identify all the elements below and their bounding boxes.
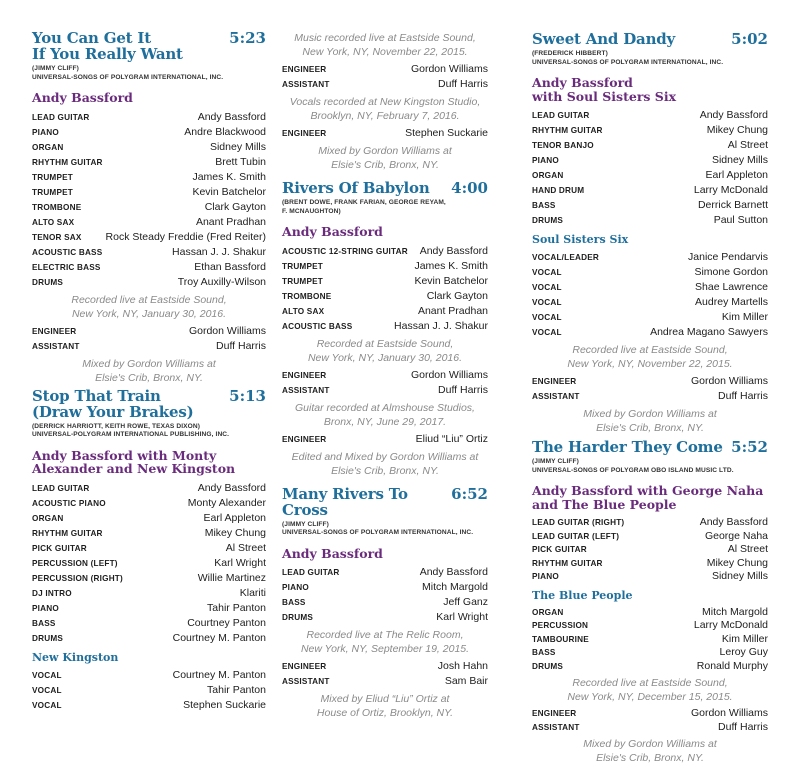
songwriter-credit: (BRENT DOWE, FRANK FARIAN, GEORGE REYAM, F. MCNAUGHTON) (282, 199, 446, 215)
subgroup-heading: New Kingston (32, 650, 119, 664)
track-header (532, 439, 768, 455)
track-duration: 4:00 (451, 179, 488, 197)
personnel-list (282, 565, 488, 625)
credit-row: ENGINEER Gordon Williams (282, 368, 488, 381)
credit-row: PIANO Sidney Mills (532, 154, 768, 166)
credit-row: ASSISTANT Duff Harris (282, 78, 488, 90)
credit-row: ACOUSTIC BASS Hassan J. J. Shakur (282, 319, 488, 332)
personnel-list (532, 108, 768, 228)
engineer-list (32, 324, 266, 354)
credit-row: PERCUSSION (LEFT) Karl Wright (32, 556, 266, 569)
songwriter-credit: (JIMMY CLIFF) UNIVERSAL-SONGS OF POLYGRAM OBO ISLAND MUSIC LTD. (532, 458, 734, 474)
songwriter-credit: (JIMMY CLIFF) UNIVERSAL-SONGS OF POLYGRAM INTERNATIONAL, INC. (32, 65, 224, 81)
credit-row: RHYTHM GUITAR Mikey Chung (32, 526, 266, 539)
track-title: Stop That Train (Draw Your Brakes) (32, 386, 194, 421)
credit-row: ALTO SAX Anant Pradhan (282, 304, 488, 317)
column-middle (282, 31, 488, 723)
credit-row: ENGINEER Eliud “Liu” Ortiz (282, 432, 488, 445)
band-list (532, 606, 768, 674)
credit-row: DRUMS Troy Auxilly-Wilson (32, 275, 266, 288)
credit-row: VOCAL Tahir Panton (32, 683, 266, 696)
track-title: Many Rivers To Cross (282, 484, 408, 519)
credit-row: DJ INTRO Klariti (32, 586, 266, 599)
personnel-list (282, 244, 488, 334)
credit-row: VOCAL/LEADER Janice Pendarvis (532, 251, 768, 263)
credit-row: ACOUSTIC 12-STRING GUITAR Andy Bassford (282, 244, 488, 257)
recording-note: Guitar recorded at Almshouse Studios, Bronx, NY, June 29, 2017. (295, 401, 475, 428)
engineer-list (282, 126, 488, 141)
credit-row: DRUMS Paul Sutton (532, 214, 768, 226)
subgroup-heading: The Blue People (532, 588, 633, 602)
credit-row: ENGINEER Gordon Williams (532, 375, 768, 387)
engineer-list (532, 374, 768, 404)
credit-row: VOCAL Shae Lawrence (532, 281, 768, 293)
credit-row: TRUMPET Kevin Batchelor (282, 274, 488, 287)
mixing-note: Edited and Mixed by Gordon Williams at Elsie's Crib, Bronx, NY. (291, 450, 479, 477)
credit-row: ASSISTANT Duff Harris (532, 390, 768, 402)
credit-row: ASSISTANT Duff Harris (532, 720, 768, 733)
credit-row: RHYTHM GUITAR Mikey Chung (532, 124, 768, 136)
credit-row: ORGAN Earl Appleton (532, 169, 768, 181)
credit-row: BASS Jeff Ganz (282, 596, 488, 608)
credit-row: TRUMPET Kevin Batchelor (32, 185, 266, 198)
recording-note: Music recorded live at Eastside Sound, New York, NY, November 22, 2015. (294, 32, 476, 58)
credit-row: TROMBONE Clark Gayton (282, 289, 488, 302)
credit-row: ENGINEER Stephen Suckarie (282, 127, 488, 139)
songwriter-credit: (JIMMY CLIFF) UNIVERSAL-SONGS OF POLYGRAM INTERNATIONAL, INC. (282, 520, 474, 536)
credit-row: PERCUSSION (RIGHT) Willie Martinez (32, 571, 266, 584)
credit-row: ELECTRIC BASS Ethan Bassford (32, 260, 266, 273)
track-duration: 5:23 (229, 29, 266, 47)
credit-row: LEAD GUITAR (LEFT) George Naha (532, 529, 768, 542)
credit-row: PIANO Tahir Panton (32, 601, 266, 614)
recording-note: Recorded at Eastside Sound, New York, NY, January 30, 2016. (307, 337, 463, 364)
credit-row: LEAD GUITAR Andy Bassford (32, 481, 266, 494)
engineer-list (532, 707, 768, 734)
songwriter-credit: (DERRICK HARRIOTT, KEITH ROWE, TEXAS DIXON) UNIVERSAL-POLYGRAM INTERNATIONAL PUBLISHING, INC. (32, 422, 230, 438)
credit-row: LEAD GUITAR Andy Bassford (282, 566, 488, 578)
group-heading: Andy Bassford (282, 545, 383, 561)
credit-row: ORGAN Earl Appleton (32, 511, 266, 524)
mixing-note: Mixed by Gordon Williams at Elsie's Crib, Bronx, NY. (82, 357, 216, 384)
recording-note: Recorded live at Eastside Sound, New York, NY, November 22, 2015. (567, 344, 733, 370)
credit-row: ASSISTANT Duff Harris (32, 339, 266, 352)
track-header (32, 30, 266, 62)
track-title: Rivers Of Babylon (282, 179, 430, 197)
credit-row: PIANO Mitch Margold (282, 581, 488, 593)
personnel-list (532, 516, 768, 584)
group-heading: Andy Bassford (32, 90, 133, 105)
credit-row: TAMBOURINE Kim Miller (532, 632, 768, 645)
mixing-note: Mixed by Gordon Williams at Elsie's Crib, Bronx, NY. (318, 145, 452, 171)
credit-row: VOCAL Courtney M. Panton (32, 668, 266, 681)
track-header (532, 31, 768, 47)
credit-row: ACOUSTIC BASS Hassan J. J. Shakur (32, 245, 266, 258)
credit-row: ALTO SAX Anant Pradhan (32, 215, 266, 228)
track-header (282, 180, 488, 196)
vocal-list (532, 250, 768, 340)
credit-row: ACOUSTIC PIANO Monty Alexander (32, 496, 266, 509)
credit-row: LEAD GUITAR (RIGHT) Andy Bassford (532, 516, 768, 528)
credit-row: TROMBONE Clark Gayton (32, 200, 266, 213)
group-heading: Andy Bassford with Soul Sisters Six (532, 75, 677, 104)
credit-row: BASS Derrick Barnett (532, 199, 768, 211)
credit-row: TRUMPET James K. Smith (32, 170, 266, 183)
credit-row: LEAD GUITAR Andy Bassford (32, 110, 266, 123)
column-left (32, 30, 266, 713)
mixing-note: Mixed by Gordon Williams at Elsie's Crib, Bronx, NY. (583, 738, 717, 764)
credit-row: PERCUSSION Larry McDonald (532, 619, 768, 631)
credit-row: ASSISTANT Duff Harris (282, 383, 488, 396)
vocal-list (32, 668, 266, 713)
credit-row: BASS Courtney Panton (32, 616, 266, 629)
credit-row: VOCAL Kim Miller (532, 311, 768, 323)
credit-row: LEAD GUITAR Andy Bassford (532, 109, 768, 121)
mixing-note: Mixed by Eliud “Liu” Ortiz at House of Ortiz, Brooklyn, NY. (316, 693, 454, 719)
credit-row: VOCAL Simone Gordon (532, 266, 768, 278)
engineer-list (282, 659, 488, 689)
credit-row: RHYTHM GUITAR Mikey Chung (532, 556, 768, 569)
mixing-note: Mixed by Gordon Williams at Elsie's Crib, Bronx, NY. (583, 408, 717, 434)
credit-row: VOCAL Andrea Magano Sawyers (532, 326, 768, 338)
credit-row: DRUMS Ronald Murphy (532, 659, 768, 672)
recording-note: Recorded live at The Relic Room, New York, NY, September 19, 2015. (300, 629, 470, 655)
engineer-list (282, 432, 488, 447)
credit-row: DRUMS Courtney M. Panton (32, 631, 266, 644)
group-heading: Andy Bassford with George Naha and The Blue People (532, 483, 764, 512)
personnel-list (32, 481, 266, 646)
credit-row: PIANO Sidney Mills (532, 570, 768, 582)
credit-row: ASSISTANT Sam Bair (282, 675, 488, 687)
credit-row: PIANO Andre Blackwood (32, 125, 266, 138)
credit-row: ENGINEER Josh Hahn (282, 660, 488, 672)
credit-row: BASS Leroy Guy (532, 646, 768, 658)
personnel-list (32, 110, 266, 290)
credit-row: RHYTHM GUITAR Brett Tubin (32, 155, 266, 168)
engineer-list (282, 62, 488, 92)
track-header (32, 388, 266, 420)
track-duration: 5:13 (229, 386, 266, 405)
credit-row: VOCAL Audrey Martells (532, 296, 768, 308)
group-heading: Andy Bassford with Monty Alexander and New Kingston (32, 447, 236, 476)
track-duration: 6:52 (451, 484, 488, 503)
track-duration: 5:52 (731, 438, 768, 456)
credit-row: PICK GUITAR Al Street (32, 541, 266, 554)
credit-row: TENOR BANJO Al Street (532, 139, 768, 151)
credit-row: ORGAN Mitch Margold (532, 605, 768, 618)
track-header (282, 486, 488, 518)
subgroup-heading: Soul Sisters Six (532, 233, 629, 246)
recording-note: Recorded live at Eastside Sound, New York, NY, December 15, 2015. (567, 677, 733, 703)
column-right (532, 31, 768, 768)
credit-row: HAND DRUM Larry McDonald (532, 184, 768, 196)
credit-row: ORGAN Sidney Mills (32, 140, 266, 153)
group-heading: Andy Bassford (282, 224, 383, 239)
credit-row: VOCAL Stephen Suckarie (32, 698, 266, 711)
track-title: Sweet And Dandy (532, 30, 676, 48)
track-title: You Can Get It If You Really Want (32, 29, 183, 63)
credit-row: TRUMPET James K. Smith (282, 259, 488, 272)
credit-row: ENGINEER Gordon Williams (532, 707, 768, 719)
songwriter-credit: (FREDERICK HIBBERT) UNIVERSAL-SONGS OF POLYGRAM INTERNATIONAL, INC. (532, 50, 724, 66)
credit-row: PICK GUITAR Al Street (532, 543, 768, 555)
credit-row: ENGINEER Gordon Williams (32, 324, 266, 337)
credit-row: TENOR SAX Rock Steady Freddie (Fred Reiter) (32, 230, 266, 243)
engineer-list (282, 368, 488, 398)
track-title: The Harder They Come (532, 438, 723, 456)
credit-row: DRUMS Karl Wright (282, 611, 488, 623)
recording-note: Vocals recorded at New Kingston Studio, Brooklyn, NY, February 7, 2016. (289, 96, 481, 122)
recording-note: Recorded live at Eastside Sound, New York, NY, January 30, 2016. (71, 293, 227, 320)
credit-row: ENGINEER Gordon Williams (282, 63, 488, 75)
track-duration: 5:02 (731, 30, 768, 48)
